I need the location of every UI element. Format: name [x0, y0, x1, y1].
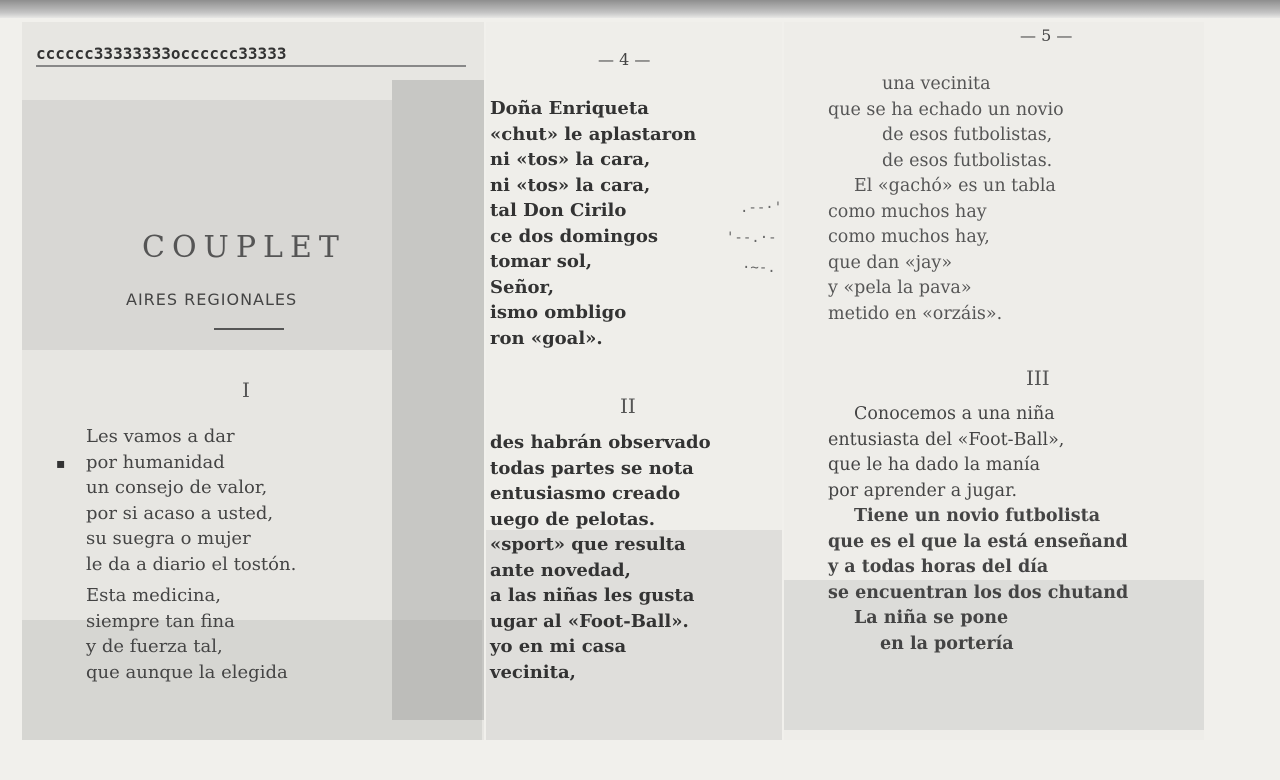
verse-line: uego de pelotas. — [490, 508, 655, 530]
scan-top-edge — [0, 0, 1280, 18]
verse-line: como muchos hay, — [828, 227, 990, 247]
ink-marks: .--·' — [740, 200, 783, 216]
verse-line: tomar sol, — [490, 251, 593, 272]
verse-stanza-1 — [86, 424, 296, 685]
verse-line: a las niñas les gusta — [490, 585, 695, 606]
verse-line: y a todas horas del día — [828, 557, 1049, 577]
verse-line: Señor, — [490, 276, 554, 298]
verse-line: una vecinita — [882, 74, 991, 94]
verse-line: que le ha dado la manía — [828, 455, 1041, 475]
verse-line: un consejo de valor, — [86, 477, 268, 498]
ink-marks: '--.·- — [726, 230, 777, 246]
verse-line: y de fuerza tal, — [86, 636, 223, 657]
verse-line: ugar al «Foot-Ball». — [490, 610, 689, 632]
page-subtitle: AIRES REGIONALES — [126, 290, 298, 309]
verse-line: metido en «orzáis». — [828, 303, 1003, 324]
section-numeral-2: II — [620, 394, 636, 418]
verse-line: Tiene un novio futbolista — [854, 506, 1101, 526]
verse-line: se encuentran los dos chutand — [828, 582, 1129, 603]
section-numeral-3: III — [1026, 366, 1050, 390]
verse-line: y «pela la pava» — [828, 278, 972, 298]
page-number-4: — 4 — — [598, 50, 651, 69]
verse-line: de esos futbolistas. — [882, 150, 1053, 171]
verse-line: su suegra o mujer — [86, 528, 251, 549]
verse-line: «sport» que resulta — [490, 534, 686, 555]
verse-line: tal Don Cirilo — [490, 200, 627, 221]
page-number-5: — 5 — — [1020, 26, 1073, 45]
verse-line: que se ha echado un novio — [828, 99, 1064, 120]
verse-line: yo en mi casa — [490, 636, 627, 657]
verse-line: entusiasta del «Foot-Ball», — [828, 429, 1065, 450]
section-numeral-1: I — [242, 378, 250, 402]
verse-line: ni «tos» la cara, — [490, 149, 651, 170]
divider — [214, 328, 284, 330]
verse-line: que aunque la elegida — [86, 661, 288, 683]
verse-line: siempre tan fina — [86, 610, 235, 632]
verse-line: ismo ombligo — [490, 302, 627, 323]
verse-line: en la portería — [880, 633, 1014, 654]
verse-line: le da a diario el tostón. — [86, 553, 297, 575]
verse-line: des habrán observado — [490, 432, 711, 453]
verse-line: ce dos domingos — [490, 225, 658, 247]
verse-stanza-right-top — [828, 72, 1064, 327]
verse-line: como muchos hay — [828, 201, 987, 222]
verse-line: ron «goal». — [490, 327, 603, 349]
verse-line: La niña se pone — [854, 608, 1009, 628]
verse-line: por aprender a jugar. — [828, 480, 1018, 501]
page-title: COUPLET — [142, 230, 346, 265]
verse-line: vecinita, — [490, 661, 576, 683]
verse-line: ni «tos» la cara, — [490, 174, 651, 196]
verse-line: por si acaso a usted, — [86, 502, 274, 524]
verse-line: Conocemos a una niña — [854, 404, 1055, 424]
verse-line: entusiasmo creado — [490, 483, 681, 504]
verse-line: «chut» le aplastaron — [490, 123, 697, 145]
verse-line: El «gachó» es un tabla — [854, 176, 1056, 196]
verse-stanza-mid-top — [490, 96, 696, 351]
verse-stanza-2 — [490, 430, 711, 685]
verse-line: todas partes se nota — [490, 457, 694, 479]
verse-line: Doña Enriqueta — [490, 98, 649, 119]
ornament-border: cccccc33333333occcccc33333 — [36, 44, 466, 67]
bullet-icon: ▪ — [56, 456, 66, 472]
verse-line: Les vamos a dar — [86, 426, 235, 447]
verse-line: Esta medicina, — [86, 585, 221, 606]
verse-line: por humanidad — [86, 451, 225, 473]
verse-line: ante novedad, — [490, 559, 631, 581]
verse-line: que es el que la está enseñand — [828, 531, 1128, 552]
verse-line: que dan «jay» — [828, 252, 953, 273]
verse-line: de esos futbolistas, — [882, 125, 1053, 145]
verse-stanza-3 — [828, 402, 1128, 657]
ink-marks: ·~-. — [742, 260, 776, 276]
